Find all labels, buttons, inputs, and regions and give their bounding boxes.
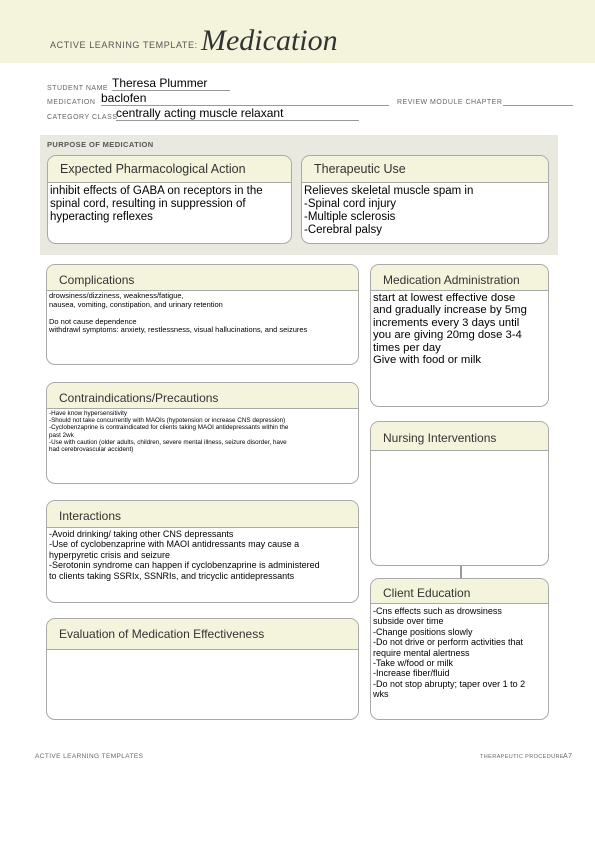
text-line: -Use with caution (older adults, children, severe mental illness, seizure disorder, have	[49, 438, 287, 446]
expected-action-box	[47, 155, 292, 244]
footer-left: ACTIVE LEARNING TEMPLATES	[35, 753, 144, 760]
text-line: past 2wk	[49, 431, 74, 439]
text-line: increments every 3 days until	[373, 316, 520, 329]
nursing-interventions-box	[370, 421, 549, 566]
text-line: -Avoid drinking/ taking other CNS depressants	[49, 529, 234, 539]
evaluation-box	[46, 618, 359, 720]
text-line: to clients taking SSRIx, SSNRIs, and tricyclic antidepressants	[49, 570, 295, 581]
text-line: times per day	[373, 341, 441, 354]
text-line: hyperpyretic crisis and seizure	[49, 549, 171, 560]
complications-box	[46, 264, 359, 365]
text-line: Relieves skeletal muscle spam in	[304, 185, 474, 197]
text-line: subside over time	[373, 616, 444, 627]
complications-body[interactable]	[47, 291, 358, 335]
text-line: wks	[373, 689, 389, 700]
therapeutic-use-body[interactable]	[302, 183, 548, 237]
student-name-label: STUDENT NAME	[47, 85, 109, 92]
expected-action-title: Expected Pharmacological Action	[48, 156, 291, 183]
interactions-body[interactable]	[47, 528, 358, 581]
purpose-label: PURPOSE OF MEDICATION	[47, 140, 154, 149]
text-line: drowsiness/dizziness, weakness/fatigue,	[49, 291, 184, 300]
text-line: -Cns effects such as drowsiness	[373, 606, 502, 616]
text-line: start at lowest effective dose	[373, 292, 516, 304]
student-name-value[interactable]: Theresa Plummer	[112, 76, 208, 90]
medication-label: MEDICATION	[47, 99, 96, 106]
text-line: and gradually increase by 5mg	[373, 304, 527, 317]
therapeutic-use-title: Therapeutic Use	[302, 156, 548, 183]
text-line: -Do not stop abrupty; taper over 1 to 2	[373, 678, 526, 689]
contraindications-body[interactable]	[47, 409, 358, 453]
text-line: withdrawl symptoms: anxiety, restlessness, visual hallucinations, and seizures	[49, 325, 308, 335]
text-line: spinal cord, resulting in suppression of	[50, 198, 246, 210]
text-line: -Spinal cord injury	[304, 198, 397, 210]
text-line: Give with food or milk	[373, 354, 481, 367]
evaluation-title: Evaluation of Medication Effectiveness	[47, 619, 358, 650]
client-education-box	[370, 578, 549, 720]
interactions-title: Interactions	[47, 501, 358, 528]
text-line: had cerebrovascular accident)	[49, 446, 134, 454]
template-prefix: ACTIVE LEARNING TEMPLATE:	[50, 40, 198, 50]
text-line: you are giving 20mg dose 3-4	[373, 329, 522, 342]
contraindications-box	[46, 382, 359, 484]
review-module-label: REVIEW MODULE CHAPTER	[397, 99, 503, 106]
text-line: -Multiple sclerosis	[304, 211, 396, 223]
text-line: -Should not take concurrently with MAOIs (hypotension or increase CNS depression)	[49, 417, 286, 425]
category-class-underline	[116, 120, 359, 121]
text-line: -Take w/food or milk	[373, 658, 454, 669]
nursing-interventions-body[interactable]	[371, 451, 548, 453]
text-line: nausea, vomiting, constipation, and urinary retention	[49, 299, 223, 309]
text-line: inhibit effects of GABA on receptors in the	[50, 185, 263, 197]
complications-title: Complications	[47, 265, 358, 291]
expected-action-body[interactable]	[48, 183, 291, 224]
medication-administration-title: Medication Administration	[371, 265, 548, 291]
connector-line	[460, 566, 462, 578]
text-line: -Change positions slowly	[373, 626, 473, 637]
nursing-interventions-title: Nursing Interventions	[371, 422, 548, 451]
therapeutic-use-box	[301, 155, 549, 244]
interactions-box	[46, 500, 359, 603]
text-line: Do not cause dependence	[49, 316, 137, 326]
template-title: Medication	[201, 24, 338, 57]
text-line: -Do not drive or perform activities that	[373, 637, 524, 648]
client-education-body[interactable]	[371, 604, 548, 700]
text-line: -Cerebral palsy	[304, 224, 382, 236]
text-line: -Increase fiber/fluid	[373, 668, 450, 679]
text-line: hyperacting reflexes	[50, 211, 153, 223]
medication-administration-body[interactable]	[371, 291, 548, 366]
medication-value[interactable]: baclofen	[101, 91, 147, 105]
review-module-underline[interactable]	[503, 105, 573, 106]
category-class-value[interactable]: centrally acting muscle relaxant	[116, 106, 284, 120]
text-line: -Use of cyclobenzaprine with MAOI antidressants may cause a	[49, 539, 300, 550]
category-class-label: CATEGORY CLASS	[47, 114, 118, 121]
text-line: -Cyclobenzaprine is contraindicated for clients taking MAOI antidepressants within the	[49, 424, 289, 432]
text-line: -Serotonin syndrome can happen if cyclobenzaprine is administered	[49, 560, 320, 571]
client-education-title: Client Education	[371, 579, 548, 604]
footer-procedure-label: THERAPEUTIC PROCEDURE	[480, 754, 564, 760]
footer-page-code: A7	[563, 753, 573, 760]
text-line: -Have know hypersensitivity	[49, 410, 128, 417]
text-line: require mental alertness	[373, 647, 470, 658]
evaluation-body[interactable]	[47, 650, 358, 652]
medication-administration-box	[370, 264, 549, 407]
contraindications-title: Contraindications/Precautions	[47, 383, 358, 409]
